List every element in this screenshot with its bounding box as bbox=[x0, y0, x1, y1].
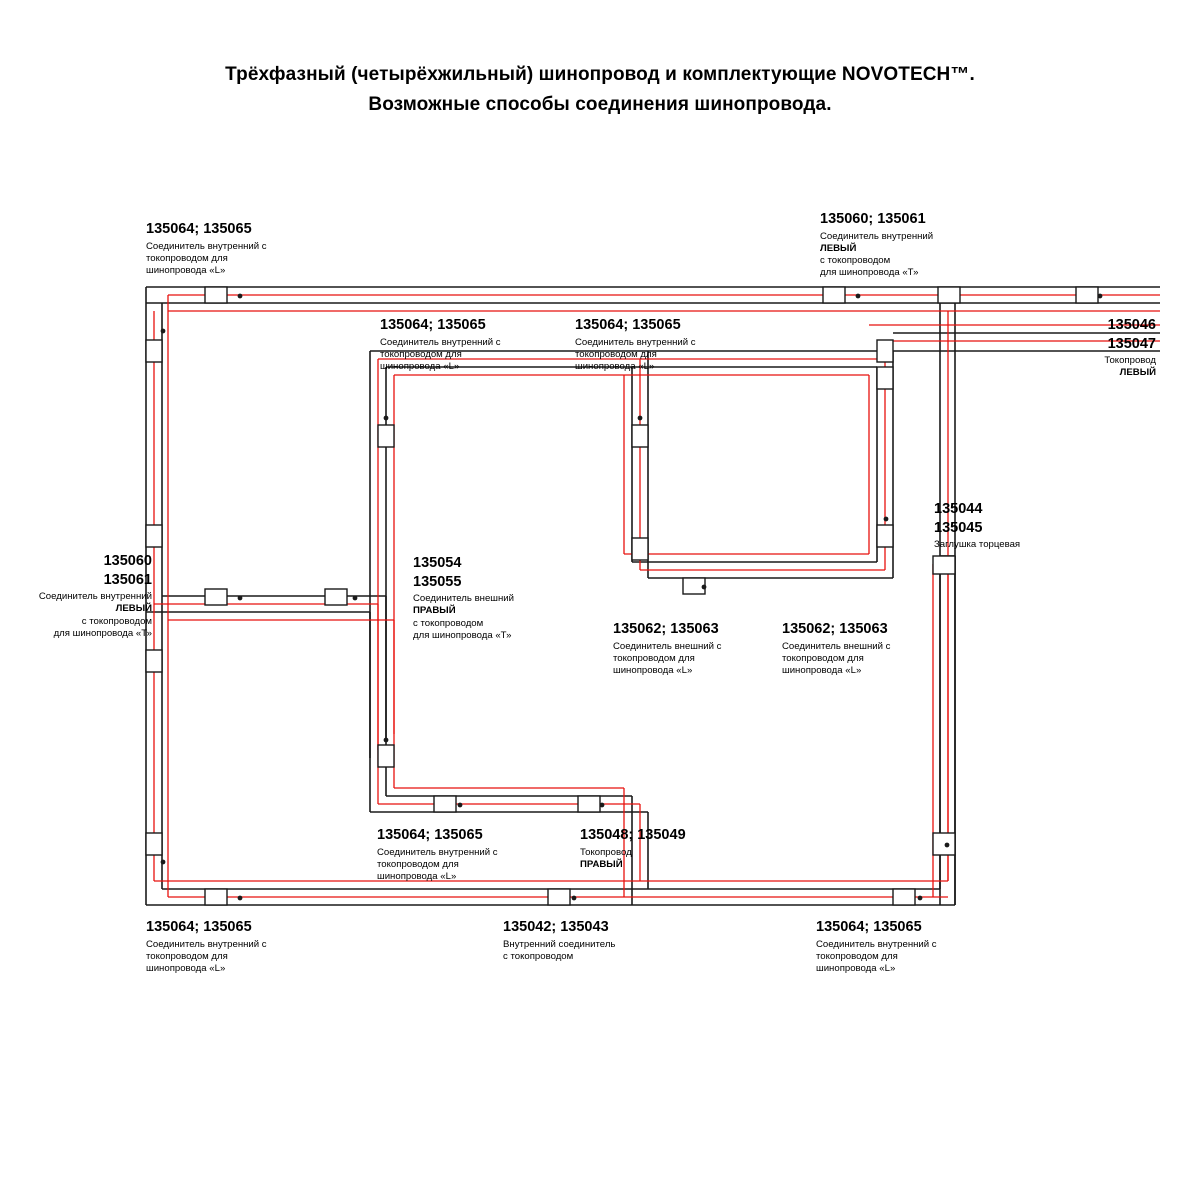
label-left-inner-T: 135060 135061 Соединитель внутренний ЛЕВЫЙ с токопроводом для шинопровода «Т» bbox=[38, 553, 152, 639]
label-bottom-right-inner-L: 135064; 135065 Соединитель внутренний с токопроводом для шинопровода «L» bbox=[816, 919, 937, 975]
label-bottom-inner-connector: 135042; 135043 Внутренний соединитель с токопроводом bbox=[503, 919, 616, 962]
label-top-right-inner-T-left: 135060; 135061 Соединитель внутренний ЛЕВЫЙ с токопроводом для шинопровода «Т» bbox=[820, 211, 934, 279]
label-outer-L-2: 135062; 135063 Соединитель внешний с токопроводом для шинопровода «L» bbox=[782, 621, 891, 677]
title-line-2: Возможные способы соединения шинопровода. bbox=[368, 94, 832, 115]
label-mid-top-inner-L-1: 135064; 135065 Соединитель внутренний с токопроводом для шинопровода «L» bbox=[380, 317, 501, 373]
label-center-outer-T-right: 135054 135055 Соединитель внешний ПРАВЫЙ с токопроводом для шинопровода «Т» bbox=[413, 555, 515, 641]
label-bottom-mid-inner-L: 135064; 135065 Соединитель внутренний с токопроводом для шинопровода «L» bbox=[377, 827, 498, 883]
title-line-1: Трёхфазный (четырёхжильный) шинопровод и комплектующие NOVOTECH™. bbox=[225, 64, 975, 85]
label-mid-top-inner-L-2: 135064; 135065 Соединитель внутренний с токопроводом для шинопровода «L» bbox=[575, 317, 696, 373]
label-end-cap: 135044 135045 Заглушка торцевая bbox=[934, 501, 1021, 551]
label-right-track-left: 135046 135047 Токопровод ЛЕВЫЙ bbox=[1104, 317, 1156, 379]
label-outer-L-1: 135062; 135063 Соединитель внешний с токопроводом для шинопровода «L» bbox=[613, 621, 722, 677]
label-bottom-left-inner-L: 135064; 135065 Соединитель внутренний с токопроводом для шинопровода «L» bbox=[146, 919, 267, 975]
label-top-left-inner-L: 135064; 135065 Соединитель внутренний с токопроводом для шинопровода «L» bbox=[146, 221, 267, 277]
label-track-right: 135048; 135049 Токопровод ПРАВЫЙ bbox=[580, 827, 686, 870]
